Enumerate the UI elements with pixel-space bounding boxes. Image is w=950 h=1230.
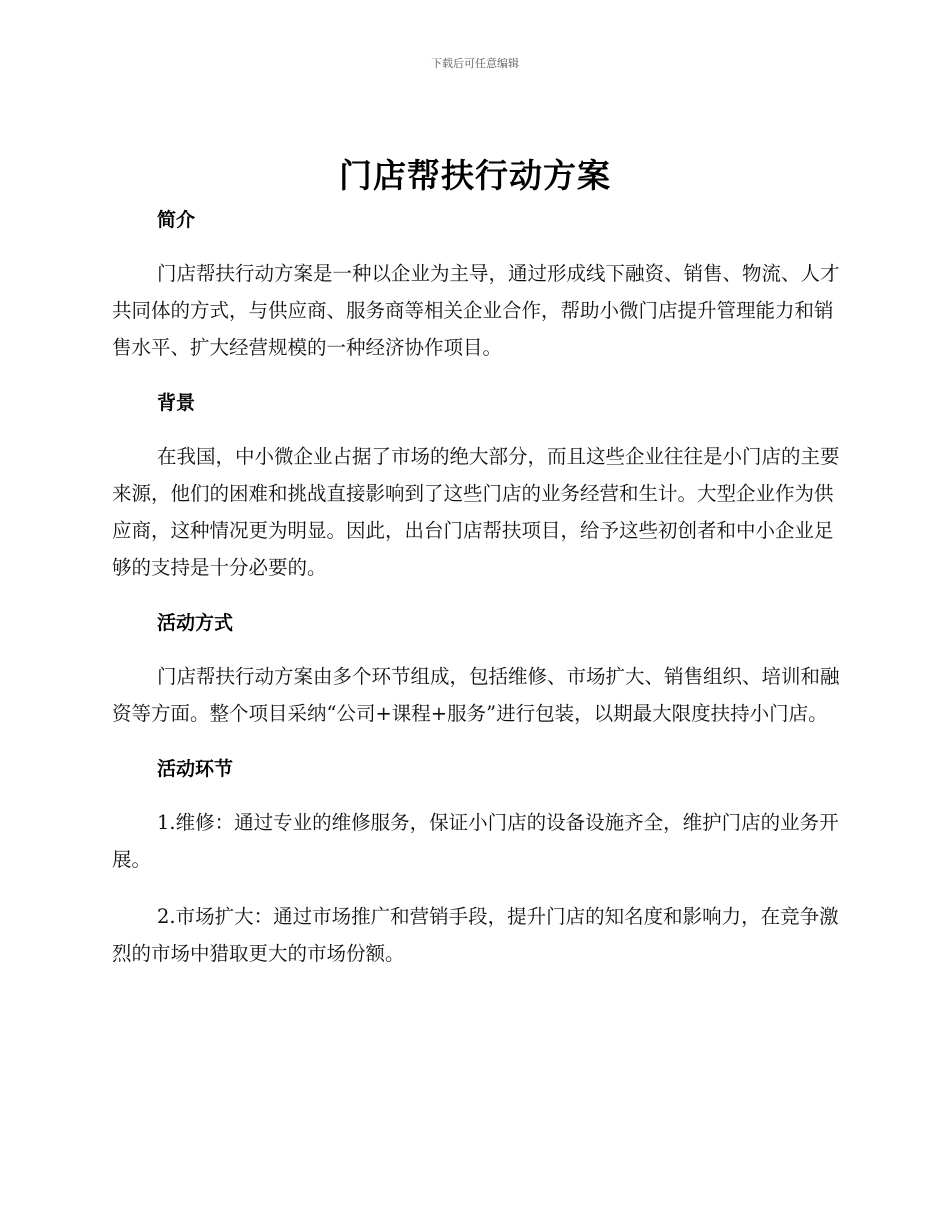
section-heading: 活动方式	[157, 612, 234, 634]
document-body	[112, 203, 842, 972]
section-activity-method	[112, 606, 842, 752]
document-title: 门店帮扶行动方案	[339, 156, 611, 195]
paragraph: 1.维修：通过专业的维修服务，保证小门店的设备设施齐全，维护门店的业务开展。	[112, 811, 839, 871]
section-heading: 简介	[157, 209, 196, 231]
paragraph: 在我国，中小微企业占据了市场的绝大部分，而且这些企业往往是小门店的主要来源，他们的困难和挑战直接影响到了这些门店的业务经营和生计。大型企业作为供应商，这种情况更为明显。因此，出台门店帮扶项目，给予这些初创者和中小企业足够的支持是十分必要的。	[112, 445, 840, 579]
paragraph: 门店帮扶行动方案由多个环节组成，包括维修、市场扩大、销售组织、培训和融资等方面。整个项目采纳“公司+课程+服务”进行包装，以期最大限度扶持小门店。	[112, 665, 840, 725]
section-heading: 活动环节	[157, 758, 234, 780]
section-background	[112, 386, 842, 606]
paragraph: 门店帮扶行动方案是一种以企业为主导，通过形成线下融资、销售、物流、人才共同体的方式，与供应商、服务商等相关企业合作，帮助小微门店提升管理能力和销售水平、扩大经营规模的一种经济协作项目。	[112, 262, 840, 359]
paragraph: 2.市场扩大：通过市场推广和营销手段，提升门店的知名度和影响力，在竞争激烈的市场中猎取更大的市场份额。	[112, 905, 839, 965]
section-heading: 背景	[157, 392, 196, 414]
header-note: 下载后可任意编辑	[431, 57, 519, 70]
section-intro	[112, 203, 842, 386]
section-activity-steps	[112, 752, 842, 972]
